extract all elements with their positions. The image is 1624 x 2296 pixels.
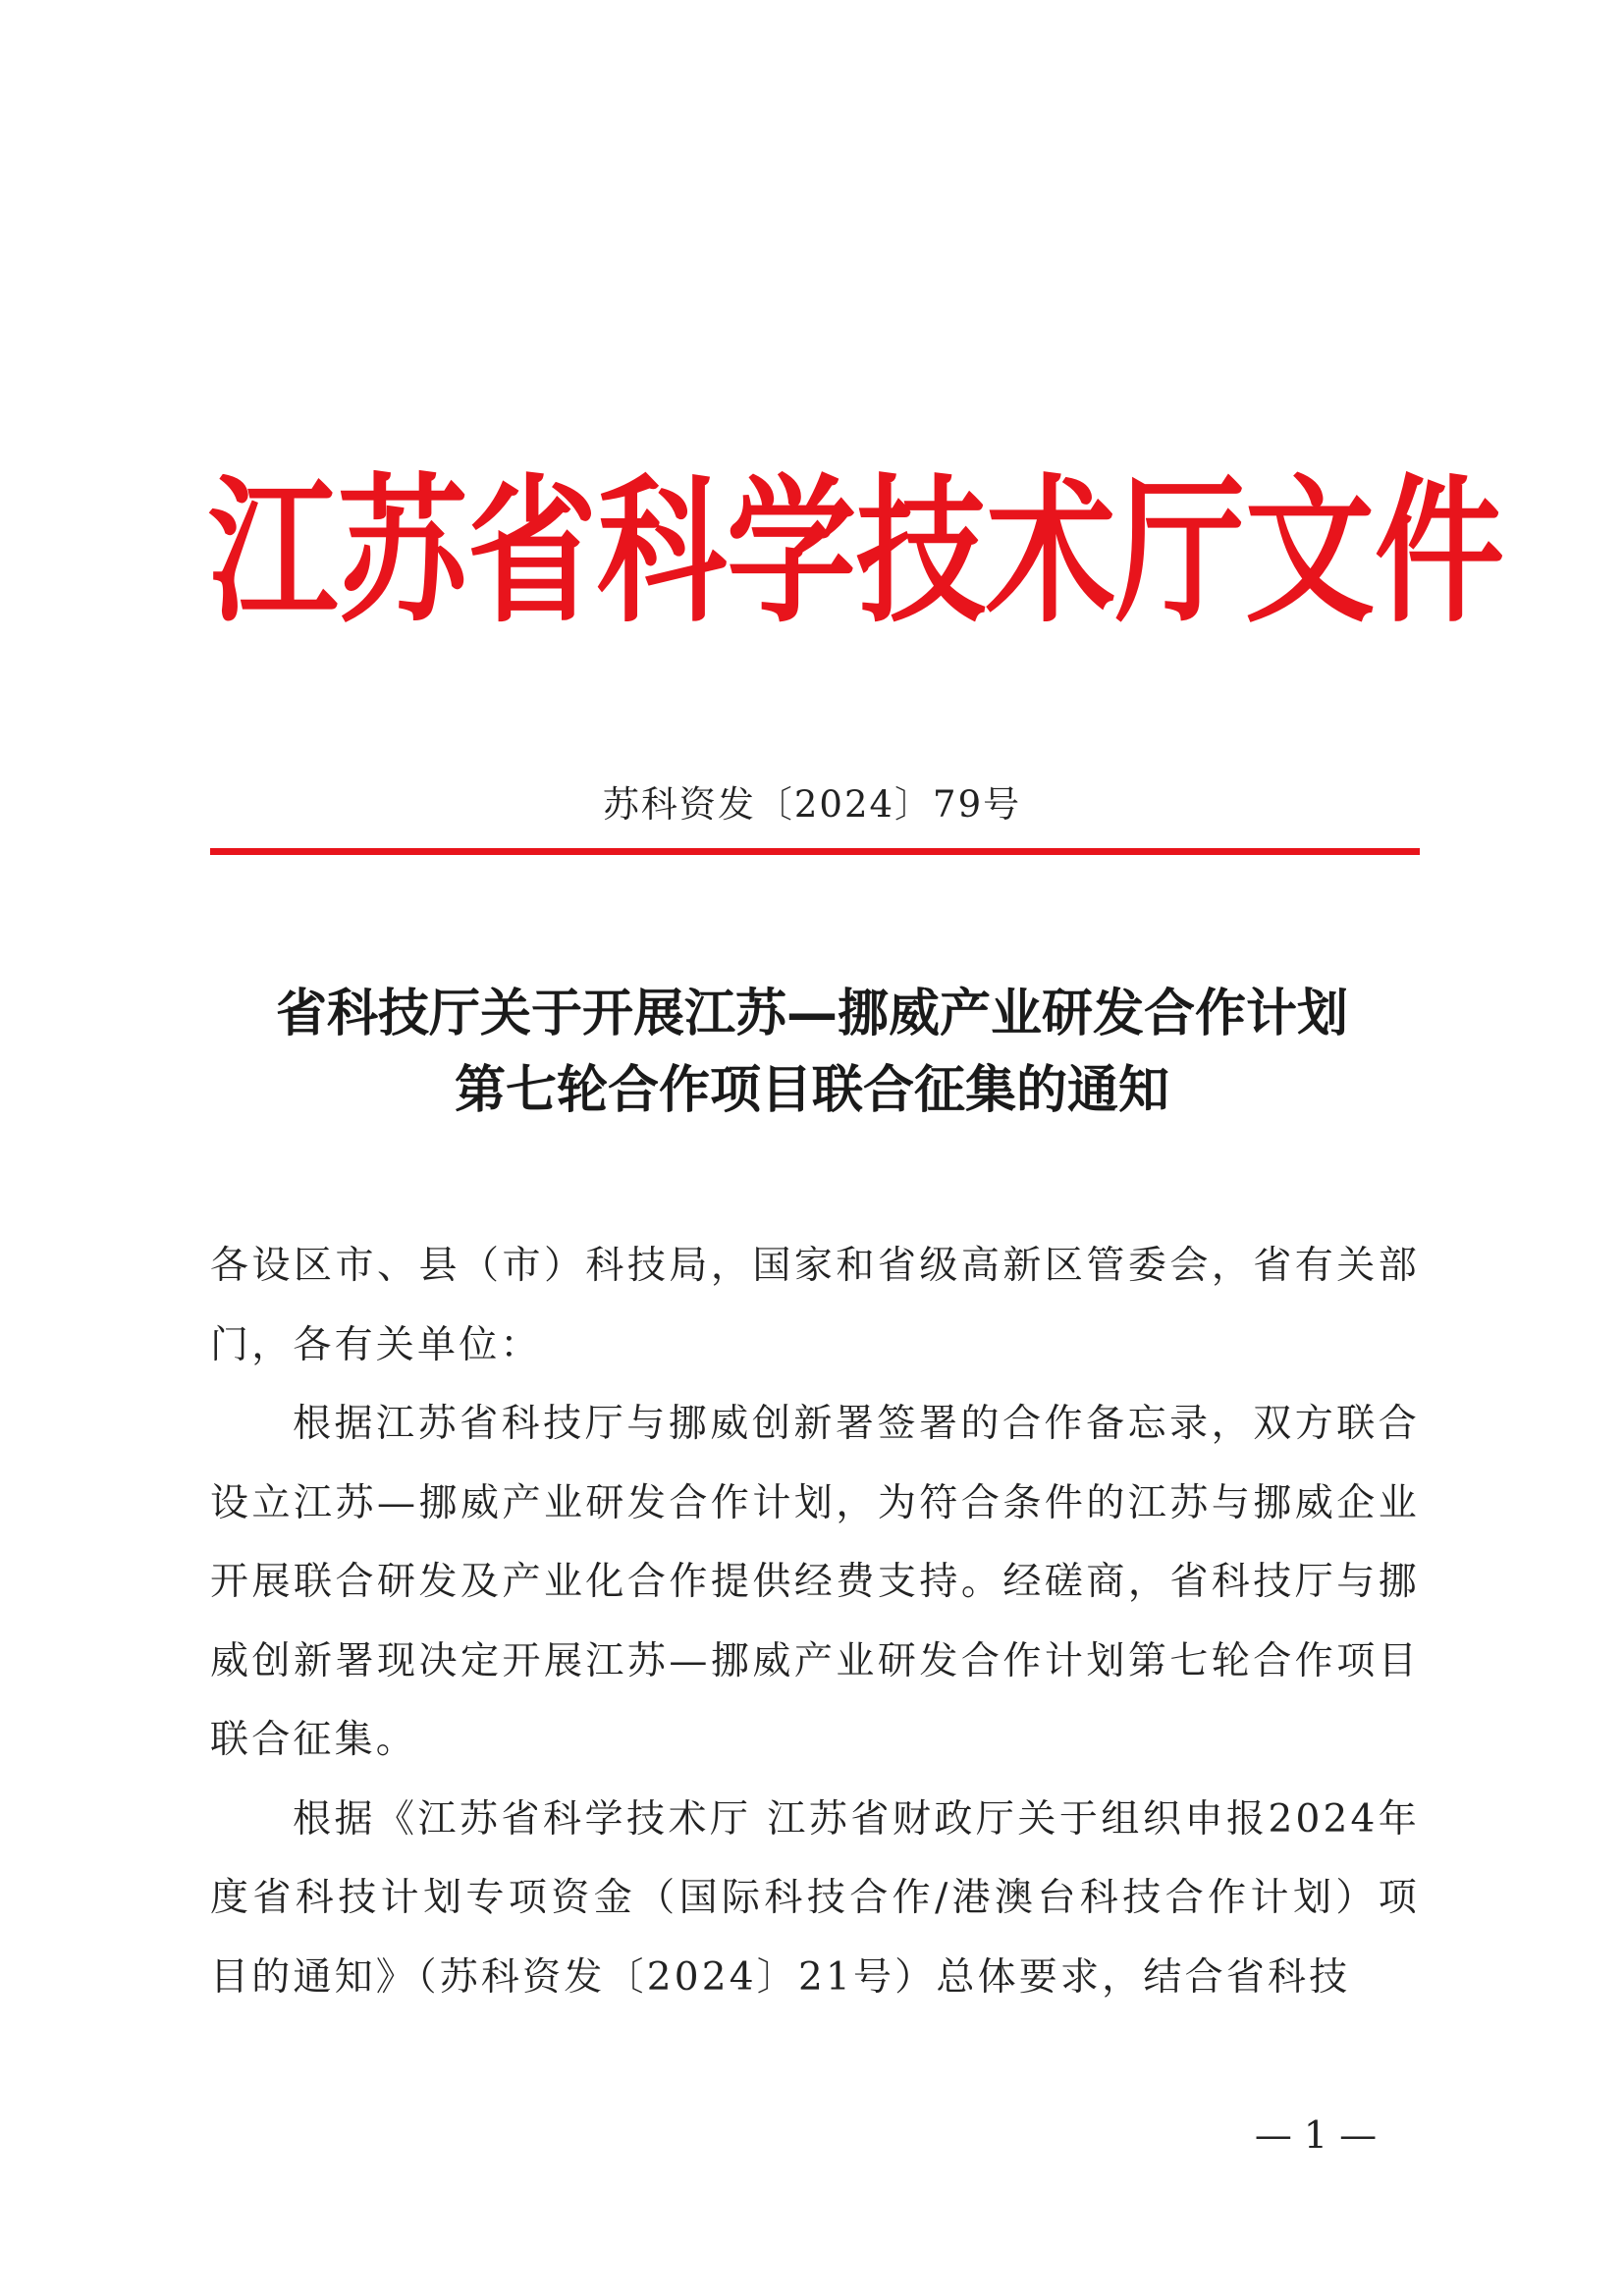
notice-title (157, 976, 1467, 1129)
document-number: 苏科资发〔2024〕79号 (602, 783, 1022, 826)
notice-body (210, 1227, 1420, 2017)
page-number: — 1 — (1254, 2113, 1378, 2157)
red-divider-line (210, 848, 1420, 855)
notice-title-line-1: 省科技厅关于开展江苏—挪威产业研发合作计划 (275, 985, 1348, 1043)
salutation: 各设区市、县（市）科技局，国家和省级高新区管委会，省有关部门，各有关单位： (210, 1244, 1420, 1367)
issuer-header-title: 江苏省科学技术厅文件 (208, 460, 1504, 645)
notice-title-line-2: 第七轮合作项目联合征集的通知 (454, 1061, 1169, 1120)
body-paragraph-1: 根据江苏省科技厅与挪威创新署签署的合作备忘录，双方联合设立江苏—挪威产业研发合作计划，为符合条件的江苏与挪威企业开展联合研发及产业化合作提供经费支持。经磋商，省科技厅与挪威创新署现决定开展江苏—挪威产业研发合作计划第七轮合作项目联合征集。 (210, 1402, 1420, 1762)
body-paragraph-2: 根据《江苏省科学技术厅 江苏省财政厅关于组织申报2024年度省科技计划专项资金（国际科技合作/港澳台科技合作计划）项目的通知》（苏科资发〔2024〕21号）总体要求，结合省科技 (210, 1796, 1420, 2000)
